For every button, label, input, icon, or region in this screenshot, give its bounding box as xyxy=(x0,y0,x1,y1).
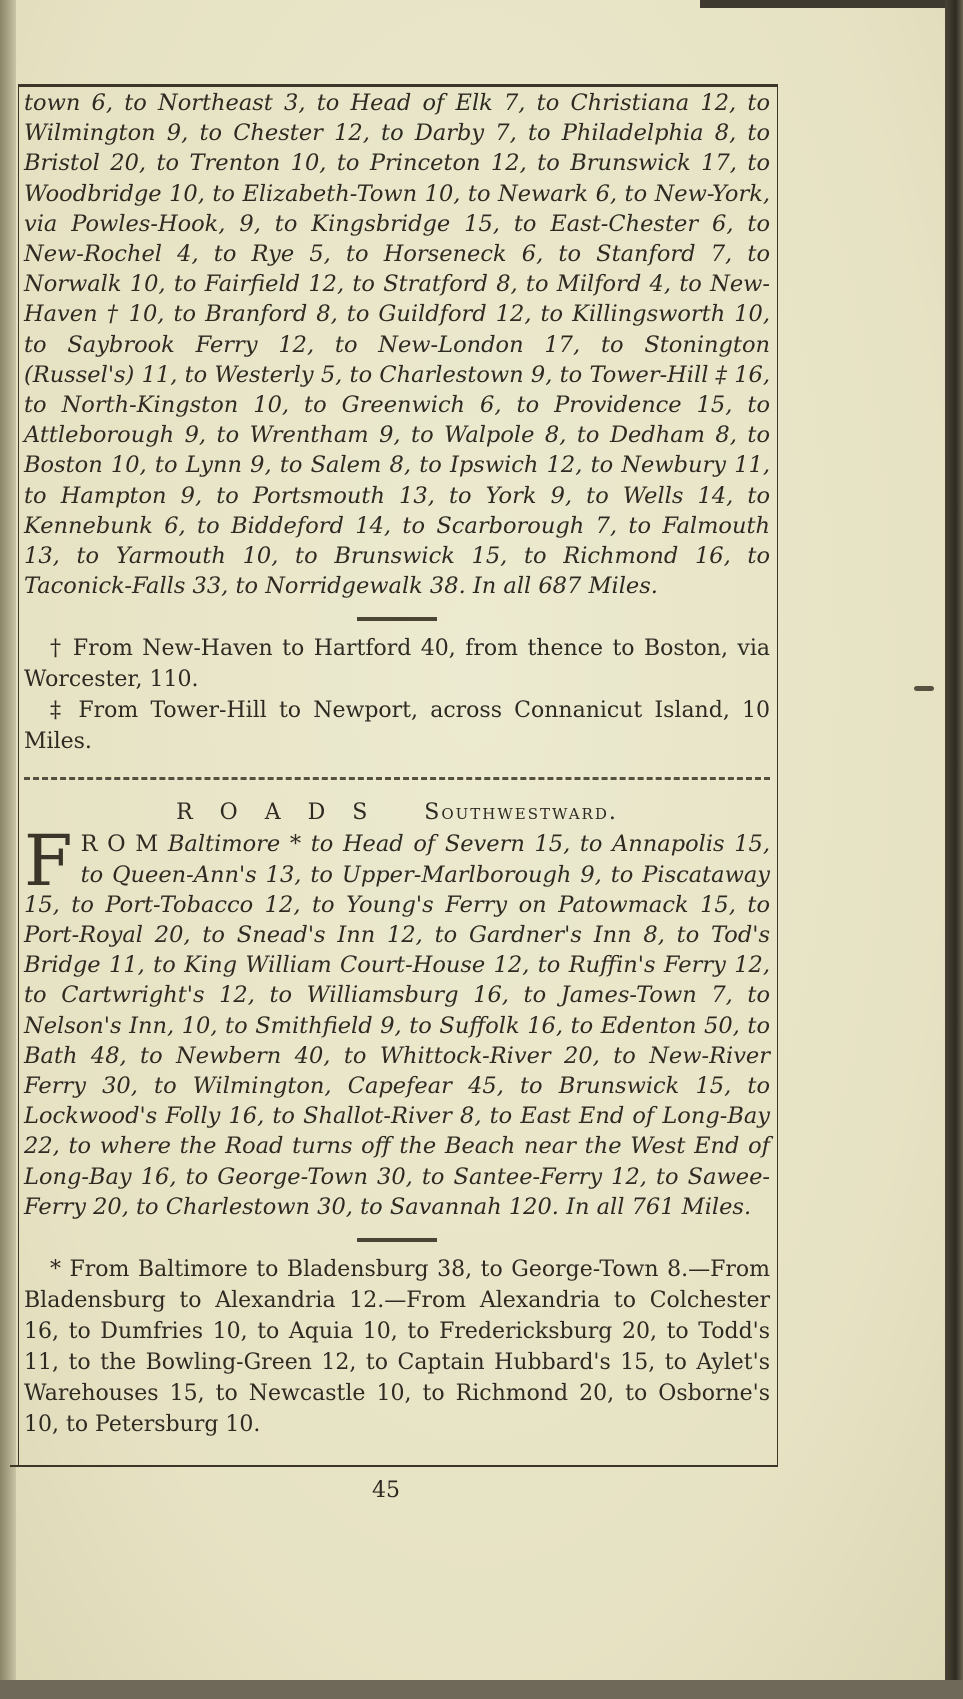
route-total-northeast: In all 687 Miles. xyxy=(472,573,658,600)
section-subtitle: Southwestward. xyxy=(424,800,618,826)
frame-bottom-rule xyxy=(10,1465,778,1467)
route-total-southwest: In all 761 Miles. xyxy=(566,1193,752,1220)
binding-shadow xyxy=(0,0,16,1680)
page-body xyxy=(24,88,770,1440)
section-heading xyxy=(24,799,770,827)
ink-speck xyxy=(914,686,934,691)
scan-edge-right xyxy=(945,0,963,1699)
footnote-dagger: † From New-Haven to Hartford 40, from thence to Boston, via Worcester, 110. xyxy=(24,636,770,693)
route-southwest xyxy=(24,820,771,1222)
short-divider-2 xyxy=(357,1238,437,1242)
route-list-northeast: town 6, to Northeast 3, to Head of Elk 7, to Christiana 12, to Wilmington 9, to Chester 12, to Darby 7, to Philadelphia 8, to Bristol 20, to Trenton 10, to Princeton 12, to Brunswick 17, to Woodbridge 10, to Elizabeth-Town 10, to Newark 6, to New-York, via Powles-Hook, 9, to Kingsbridge 15, to East-Chester 6, to New-Rochel 4, to Rye 5, to Horseneck 6, to Stanford 7, to Norwalk 10, to Fairfield 12, to Stratford 8, to Milford 4, to New-Haven † 10, to Branford 8, to Guildford 12, to Killingsworth 10, to Saybrook Ferry 12, to New-London 17, to Stonington (Russel's) 11, to Westerly 5, to Charlestown 9, to Tower-Hill ‡ 16, to North-Kingston 10, to Greenwich 6, to Providence 15, to Attleborough 9, to Wrentham 9, to Walpole 8, to Dedham 8, to Boston 10, to Lynn 9, to Salem 8, to Ipswich 12, to Newbury 11, to Hampton 9, to Portsmouth 13, to York 9, to Wells 14, to Kennebunk 6, to Biddeford 14, to Scarborough 7, to Falmouth 13, to Yarmouth 10, to Brunswick 15, to Richmond 16, to Taconick-Falls 33, to Norridgewalk 38. xyxy=(24,90,770,600)
footnote-asterisk: * From Baltimore to Bladensburg 38, to George-Town 8.—From Bladensburg to Alexandria 12.—From Alexandria to Colchester 16, to Dumfries 10, to Aquia 10, to Fredericksburg 20, to Todd's 11, to the Bowling-Green 12, to Captain Hubbard's 15, to Aylet's Warehouses 15, to Newcastle 10, to Richmond 20, to Osborne's 10, to Petersburg 10. xyxy=(24,1257,770,1438)
scan-edge-top xyxy=(700,0,963,8)
route-list-southwest: Baltimore * to Head of Severn 15, to Annapolis 15, to Queen-Ann's 13, to Upper-Marlborough 9, to Piscataway 15, to Port-Tobacco 12, to Young's Ferry on Patowmack 15, to Port-Royal 20, to Snead's Inn 12, to Gardner's Inn 8, to Tod's Bridge 11, to King William Court-House 12, to Ruffin's Ferry 12, to Cartwright's 12, to Williamsburg 16, to James-Town 7, to Nelson's Inn, 10, to Smithfield 9, to Suffolk 16, to Edenton 50, to Bath 48, to Newbern 40, to Whittock-River 20, to New-River Ferry 30, to Wilmington, Capefear 45, to Brunswick 15, to Lockwood's Folly 16, to Shallot-River 8, to East End of Long-Bay 22, to where the Road turns off the Beach near the West End of Long-Bay 16, to George-Town 30, to Santee-Ferry 12, to Sawee-Ferry 20, to Charlestown 30, to Savannah 120. xyxy=(24,831,771,1220)
footnote-double-dagger: ‡ From Tower-Hill to Newport, across Connanicut Island, 10 Miles. xyxy=(24,698,770,755)
lead-word: R O M xyxy=(80,831,159,858)
section-title: R O A D S xyxy=(176,800,378,826)
section-divider xyxy=(24,777,770,783)
route-continuation xyxy=(24,88,770,601)
scan-edge-bottom xyxy=(0,1680,963,1699)
drop-cap: F xyxy=(24,820,73,903)
short-divider xyxy=(357,617,437,621)
page-number: 45 xyxy=(372,1478,400,1503)
